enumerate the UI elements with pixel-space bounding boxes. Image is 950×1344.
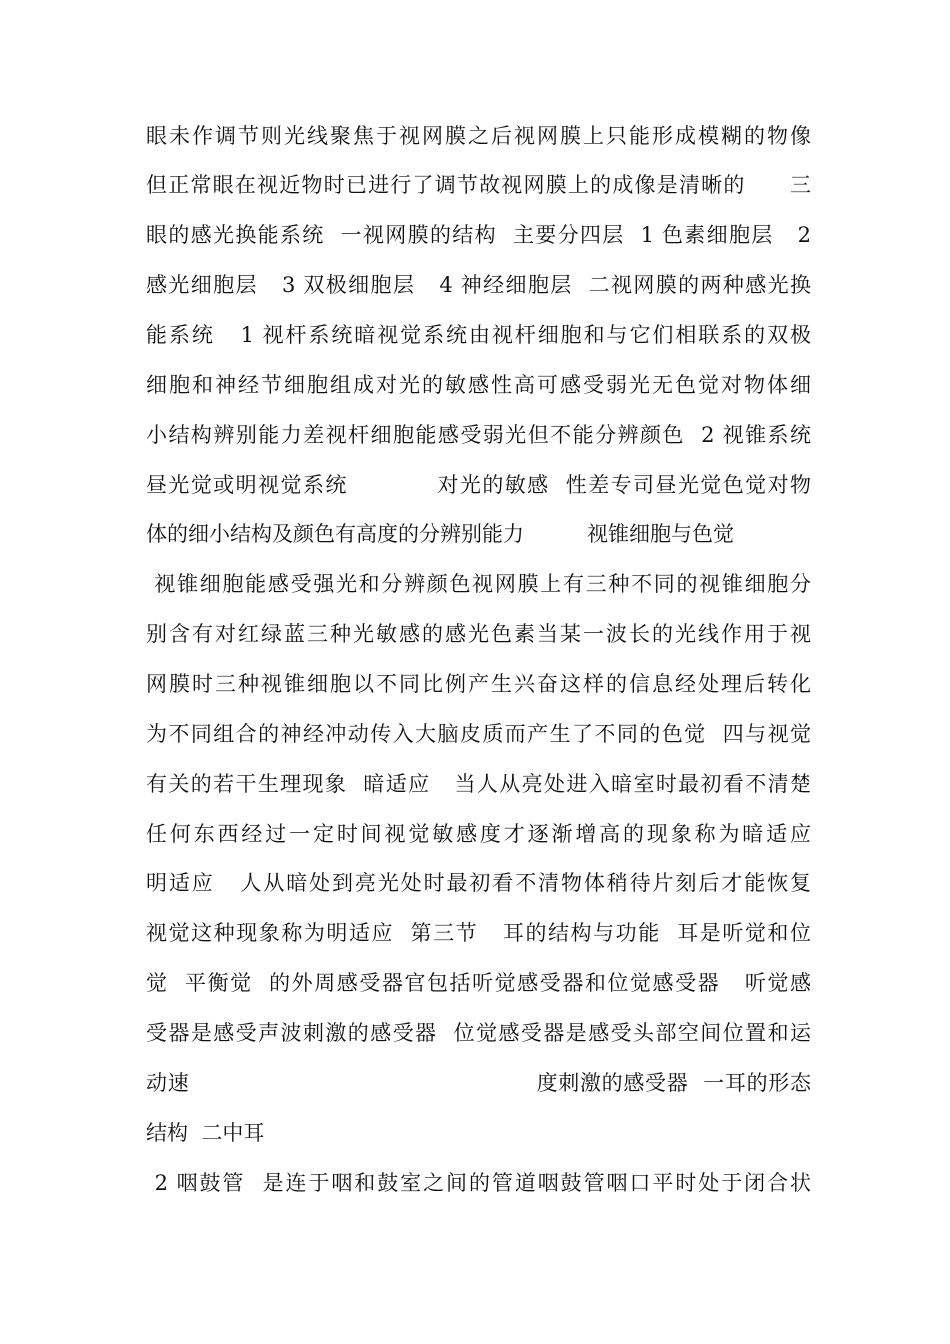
text-line: 小结构辨别能力差视杆细胞能感受弱光但不能分辨颜色 2 视锥系统 bbox=[146, 423, 811, 447]
text-line: 眼的感光换能系统 一视网膜的结构 主要分四层 1 色素细胞层 2 bbox=[146, 223, 811, 247]
text-line: 2 咽鼓管 是连于咽和鼓室之间的管道咽鼓管咽口平时处于闭合状 bbox=[146, 1171, 811, 1195]
text-line: 任何东西经过一定时间视觉敏感度才逐渐增高的现象称为暗适应 bbox=[146, 822, 811, 846]
text-line: 觉 平衡觉 的外周感受器官包括听觉感受器和位觉感受器 听觉感 bbox=[146, 971, 811, 995]
text-line: 网膜时三种视锥细胞以不同比例产生兴奋这样的信息经处理后转化 bbox=[146, 672, 811, 696]
text-line: 细胞和神经节细胞组成对光的敏感性高可感受弱光无色觉对物体细 bbox=[146, 373, 811, 397]
text-line: 视觉这种现象称为明适应 第三节 耳的结构与功能 耳是听觉和位 bbox=[146, 921, 811, 945]
text-line: 受器是感受声波刺激的感受器 位觉感受器是感受头部空间位置和运 bbox=[146, 1021, 811, 1045]
text-line: 感光细胞层 3 双极细胞层 4 神经细胞层 二视网膜的两种感光换 bbox=[146, 273, 811, 297]
text-line: 为不同组合的神经冲动传入大脑皮质而产生了不同的色觉 四与视觉 bbox=[146, 722, 811, 746]
text-line: 昼光觉或明视觉系统 对光的敏感 性差专司昼光觉色觉对物 bbox=[146, 473, 811, 497]
text-line: 结构 二中耳 bbox=[146, 1121, 265, 1145]
text-line: 能系统 1 视杆系统暗视觉系统由视杆细胞和与它们相联系的双极 bbox=[146, 323, 811, 347]
text-line: 体的细小结构及颜色有高度的分辨别能力 视锥细胞与色觉 bbox=[146, 522, 734, 546]
text-line: 视锥细胞能感受强光和分辨颜色视网膜上有三种不同的视锥细胞分 bbox=[146, 572, 811, 596]
text-line: 别含有对红绿蓝三种光敏感的感光色素当某一波长的光线作用于视 bbox=[146, 622, 811, 646]
text-line: 但正常眼在视近物时已进行了调节故视网膜上的成像是清晰的 三 bbox=[146, 173, 811, 197]
text-line: 眼未作调节则光线聚焦于视网膜之后视网膜上只能形成模糊的物像 bbox=[146, 124, 811, 148]
text-line: 动速 度刺激的感受器 一耳的形态 bbox=[146, 1071, 811, 1095]
text-line: 明适应 人从暗处到亮光处时最初看不清物体稍待片刻后才能恢复 bbox=[146, 871, 811, 895]
text-line: 有关的若干生理现象 暗适应 当人从亮处进入暗室时最初看不清楚 bbox=[146, 772, 811, 796]
